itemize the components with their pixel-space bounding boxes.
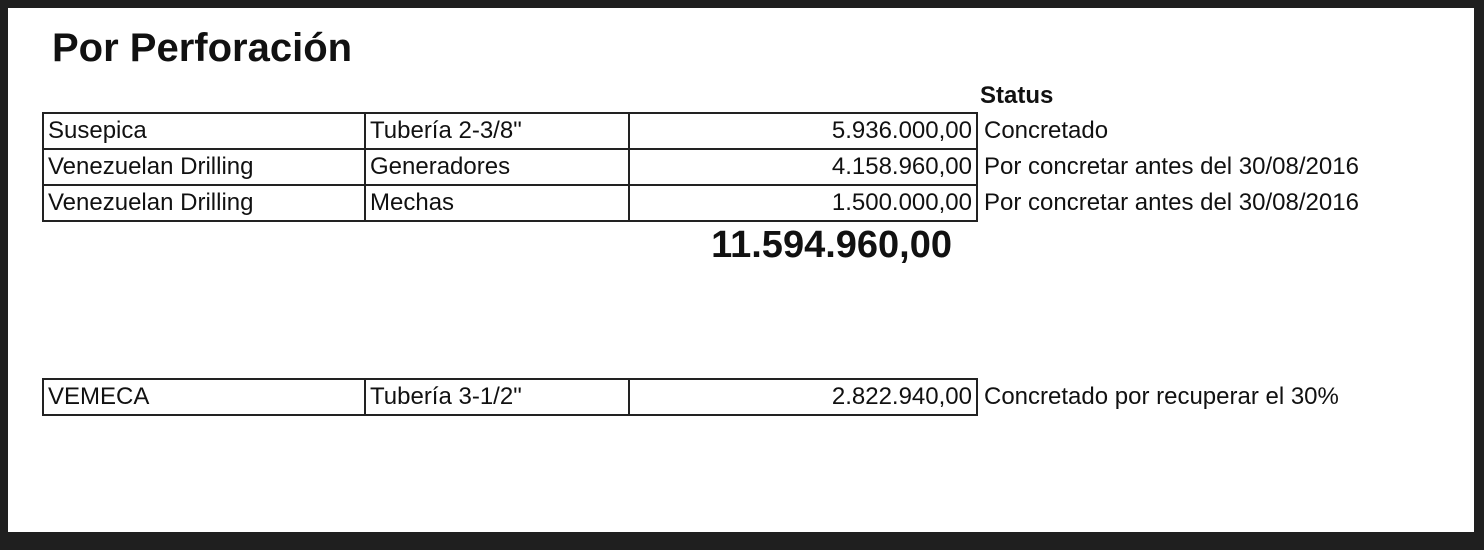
status-column-header: Status <box>980 82 1054 109</box>
page-title: Por Perforación <box>52 26 353 70</box>
status-cell[interactable]: Concretado por recuperar el 30% <box>984 383 1339 410</box>
company-cell[interactable]: Susepica <box>43 113 365 149</box>
status-cell[interactable]: Por concretar antes del 30/08/2016 <box>984 153 1359 180</box>
status-cell[interactable]: Por concretar antes del 30/08/2016 <box>984 189 1359 216</box>
company-cell[interactable]: Venezuelan Drilling <box>43 149 365 185</box>
company-cell[interactable]: Venezuelan Drilling <box>43 185 365 221</box>
amount-cell[interactable]: 4.158.960,00 <box>629 149 977 185</box>
item-cell[interactable]: Tubería 2-3/8" <box>365 113 629 149</box>
item-cell[interactable]: Tubería 3-1/2" <box>365 379 629 415</box>
status-cell[interactable]: Concretado <box>984 117 1109 144</box>
amount-cell[interactable]: 1.500.000,00 <box>629 185 977 221</box>
table-row <box>43 149 1449 185</box>
total-amount[interactable]: 11.594.960,00 <box>711 224 952 266</box>
amount-cell[interactable]: 5.936.000,00 <box>629 113 977 149</box>
company-cell[interactable]: VEMECA <box>43 379 365 415</box>
table-row <box>43 379 1448 415</box>
item-cell[interactable]: Generadores <box>365 149 629 185</box>
table-row <box>43 185 1449 221</box>
amount-cell[interactable]: 2.822.940,00 <box>629 379 977 415</box>
spreadsheet-sheet <box>8 8 1474 532</box>
item-cell[interactable]: Mechas <box>365 185 629 221</box>
drilling-table <box>42 112 1450 222</box>
table-row <box>43 113 1449 149</box>
second-table <box>42 378 1448 416</box>
